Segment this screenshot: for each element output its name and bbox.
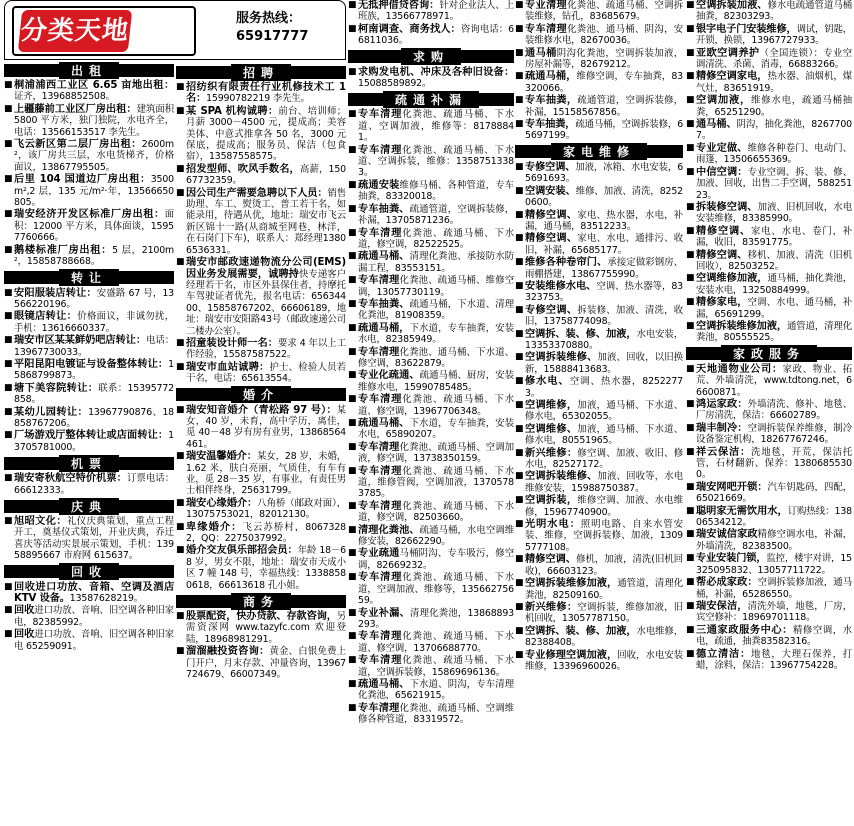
classified-ad: ■ 空调维修加液，通马桶，抽化粪池，安装水电，13250884999。: [686, 273, 852, 296]
classified-ad: ■ 瑞安心缘婚介：八角桥（邮政对面），13075753021，82012130。: [176, 498, 346, 521]
section-header-jiazheng: 家政服务: [686, 346, 852, 362]
classified-ad: ■ 招纺织有限责任行业机修技术工 1 名：15990782219 李先生。: [176, 82, 346, 105]
classified-ad: ■ 专修空调、加液，冰箱、水电安装，65691693。: [515, 162, 683, 185]
classified-ad: ■ 新兴维修：空调拆装，维修加液，旧机回收，13057787150。: [515, 602, 683, 625]
classified-ad: ■ 回收进口功放、音箱、空调及酒店 KTV 设备。13587628219。: [4, 582, 174, 605]
classified-ad: ■ 中信空调：专业空调、拆、装、修、加液、回收，出售二手空调，58825123。: [686, 167, 852, 201]
classified-ad: ■ 疏通安装维修马桶、各种管道，专车抽粪，83320018。: [348, 180, 514, 203]
classified-ad: ■ 空调拆装维修、加液、回收，以旧换新，15888413683。: [515, 352, 683, 375]
classified-ad: ■ 新兴维修：修空调、加液、收旧、修水电，82527172。: [515, 448, 683, 471]
classified-ad: ■ 疏通马桶，下水道，专车抽粪，安装水电，82385949。: [348, 323, 514, 346]
classified-ad: ■ 鸿运家政：外墙清洗、修补、地毯、厂房清洗，保洁：66602789。: [686, 399, 852, 422]
ad-list-plumbing: [348, 109, 514, 725]
classified-ad: ■ 疏通马桶、清理化粪池、承接防水防漏工程，83553151。: [348, 251, 514, 274]
classified-ad: ■ 空调拆装维修加液，通管道，清理化粪池，80555525。: [686, 321, 852, 344]
classified-ad: ■ 专车清理化粪池、疏通马桶、下水道、空调拆装，维修：13587513383。: [348, 145, 514, 179]
classified-ad: ■ 清理化粪池、疏通马桶，水电空调维修安装，82662290。: [348, 525, 514, 548]
section-header-zhaopin: 招聘: [176, 64, 346, 80]
classified-ad: ■ 某幼儿园转让：13967790876、18858767206。: [4, 407, 174, 430]
classified-ad: ■ 柯南调查、商务找人：咨询电话：66811036。: [348, 24, 514, 47]
classified-ad: ■ 瑞安经济开发区标准厂房出租：面积：12000 平方米，具体面谈，15957760666。: [4, 209, 174, 243]
classified-ad: ■ 修水电、空调、热水器，82522773。: [515, 376, 683, 399]
column-5: [686, 0, 852, 826]
classified-ad: ■ 瑞安诚信家政精修空调水电，补漏，外墙清洗，82383500。: [686, 529, 852, 552]
classified-ad: ■ 专车清理化粪池、疏通马桶、下水道、修空调，13706688770。: [348, 631, 514, 654]
classified-ad: ■ 瑞安市区某某鲜奶吧店转让：电话：13967730033。: [4, 335, 174, 358]
classified-ad: ■ 通马桶阴沟化粪池，空调拆装加液，房屋补漏等，82679212。: [515, 48, 683, 71]
classified-ad: ■ 瑞安网吧开锁：汽车钥匙码，四配，65021669。: [686, 482, 852, 505]
ad-list-business: [176, 611, 346, 680]
ad-list-loans: [348, 0, 514, 47]
classified-ad: ■ 瑞安保洁，清洗外墙，地毯，厂房，宾空修补：18969701118。: [686, 601, 852, 624]
section-header-qingdian: 庆典: [4, 498, 174, 514]
classified-ad: ■ 回收进口功放、音响、旧空调各种旧家电，82385992。: [4, 605, 174, 628]
section-header-jipiao: 机票: [4, 455, 174, 471]
classified-ad: ■ 因公司生产需要急聘以下人员：销售助理、车工、熨烫工、普工若干名，如能录用，待遇从优，地址：瑞安市飞云新区锦十一路(从商城至网巷，林洋，在石岗门下车)，联系人：郑经理13806536331。: [176, 188, 346, 256]
ad-list-appliance-repair: [515, 162, 683, 672]
classified-ad: ■ 空调维修、加液，通马桶、下水道、修水电，80551965。: [515, 424, 683, 447]
classified-ad: ■ 德立清洁：地毯，大理石保养，打蜡，涂料，保洁：13967754228。: [686, 649, 852, 672]
classified-ad: ■ 拆装修空调、加液、旧机回收，水电安装维修，83385990。: [686, 202, 852, 225]
classified-ad: ■ 瑞安温馨婚介：某女，28 岁，未婚，1.62 米，肤白亮丽，气质佳，有车有业，觅 28－35 岁，有事业，有责任男士相伴终身，25631799。: [176, 451, 346, 497]
classified-ad: ■ 专车清理化粪池、疏通马桶、下水道，空调加液、维修等，13566275659。: [348, 572, 514, 606]
classified-ad: ■ 空调拆装，维修空调、加液、水电维修，15967740900。: [515, 495, 683, 518]
classified-ad: ■ 平阳昆阳电镀证与设备整体转让：15868799873。: [4, 359, 174, 382]
classified-ad: ■ 专业安装门锁，监控，楼宇对讲，15325095832、13057711722。: [686, 553, 852, 576]
section-header-shangwu: 商务: [176, 593, 346, 609]
classified-ad: ■ 精修空调、修机，加液，清洗(旧机回收)，66603123。: [515, 554, 683, 577]
classified-ad: ■ 精修空调、家电、水电、通排污、收旧，补漏，65685177。: [515, 233, 683, 256]
classified-ad: ■ 光明水电：照明电路、自来水管安装、维修，空调拆装修、加液，13095777108。: [515, 519, 683, 553]
classified-ad: ■ 专业疏通马桶阴沟、专车吸污，修空调，82669232。: [348, 548, 514, 571]
masthead: [4, 0, 346, 60]
classified-ad: ■ 专车清理化粪池、疏通马桶、下水道、空调加液，维修等：81788841。: [348, 109, 514, 143]
classified-ad: ■ 卑缘婚介：飞云苏桥村，80673282，QQ：2275037992。: [176, 522, 346, 545]
classified-ad: ■ 专车清理化粪池、疏通马桶、下水道，维修管阀，空调加液，13705783785。: [348, 466, 514, 500]
classified-ad: ■ 空调拆、装、修、加液，水电安装，13353370880。: [515, 329, 683, 352]
classified-ad: ■ 帮必成家政：空调拆装修加液，通马桶，补漏，65286550。: [686, 577, 852, 600]
column-2: [176, 62, 346, 826]
classified-ad: ■ 旭昭文化：礼仪庆典策划，重点工程开工，奠基仪式策划，开业庆典，乔迁喜庆等活动实景展示策划，手机：13958895667 市府网 615637。: [4, 516, 174, 562]
classified-ad: ■ 专业定做、维修各种卷门、电动门、雨篷，13506655369。: [686, 143, 852, 166]
classified-ad: ■ 瑞安知音婚介（青松路 97 号）：某女，40 岁，未育，高中学历，离佳，觅 40－48 岁有房有业男，13868564461。: [176, 405, 346, 451]
classified-ad: ■ 招童装设计师一名：要求 4 年以上工作经验，15587587522。: [176, 338, 346, 361]
classified-ad: ■ 空调加液，维修水电，疏通马桶抽粪，65251290。: [686, 95, 852, 118]
classified-ad: ■ 股票配资，快办贷款、存款咨询，另需资深网 www.tazyfc.com 欢迎登陆，18968981291。: [176, 611, 346, 645]
classified-ad: ■ 空调拆装加液、修水电疏通管道马桶抽粪，82303293。: [686, 0, 852, 23]
classified-ad: ■ 疏通马桶、下水道，专车抽粪，安装水电，65890207。: [348, 418, 514, 441]
classified-ad: ■ 空调拆、装、修、加液，水电维修，82388408。: [515, 626, 683, 649]
classified-ad: ■ 无抵押借贷咨询：针对企业法人、上班族，13566778971。: [348, 0, 514, 23]
classified-ad: ■ 飞云新区第二层厂房出租：2600m²，该厂房共三层，水电货梯齐，价格面议，13867795505。: [4, 139, 174, 173]
classified-ad: ■ 疏通马桶，维修空调，专车抽粪，83320066。: [515, 71, 683, 94]
classified-ad: ■ 安阳服装店转让：安盛路 67 号，13566220196。: [4, 288, 174, 311]
classified-ad: ■ 专车清理化粪池、疏通马桶、维修空调，13057730119。: [348, 275, 514, 298]
classified-ad: ■ 招发型师、吹风手数名，高薪，15067732359。: [176, 164, 346, 187]
section-header-jiadian: 家电维修: [515, 144, 683, 160]
classified-ad: ■ 瑞安寄秋航空特价机票：订票电话：66612333。: [4, 473, 174, 496]
classified-ad: ■ 塘下美容院转让：联系：15395772858。: [4, 383, 174, 406]
classified-ad: ■ 专车抽粪、疏通管道，空调拆装修，补漏，13705871236。: [348, 204, 514, 227]
classified-ad: ■ 祥云保洁：洗地毯，开荒，保洁托管，石材翻新、保养：13806855300。: [686, 447, 852, 481]
classified-ad: ■ 聪明家无需饮用水，订购热线：13806534212。: [686, 506, 852, 529]
ad-list-transfer: [4, 288, 174, 454]
classified-ad: ■ 某 SPA 机构诚聘：前台、培训师；月薪 3000－4500 元，提成高；美容美体、中意式推拿各 50 名，3000 元保底，提成高；服务员、保洁（包食宿），13587558575。: [176, 106, 346, 163]
classified-ad: ■ 天地通物业公司：家政、物业、拓荒、外墙清洗，www.tdtong.net，66600871。: [686, 364, 852, 398]
classified-ad: ■ 专业修理空调加液，回收，水电安装维修，13396960026。: [515, 650, 683, 673]
section-header-zhuanrang: 转让: [4, 270, 174, 286]
classified-ad: ■ 专车清理化粪池、疏通马桶、下水道，空调拆装修，15869696136。: [348, 655, 514, 678]
classified-ad: ■ 专车抽粪、疏通马桶，下水道、清理化粪池，81908359。: [348, 299, 514, 322]
classified-ad: ■ 专业清理化粪池、疏通马桶、空调拆装维修，钻孔，83685679。: [515, 0, 683, 23]
classified-ad: ■ 维修各种卷帘门、承接定做彩钢房、雨棚搭建，13867755990。: [515, 257, 683, 280]
ad-list-rent: [4, 80, 174, 268]
classified-ad: ■ 空调拆装维修加液，通管道，清理化粪池，82509160。: [515, 578, 683, 601]
ad-list-appliance-repair-2: [686, 0, 852, 344]
section-header-huishou: 回收: [4, 564, 174, 580]
classified-ad: ■ 专车清理化粪池、疏通马桶、下水道、修空调，13967706348。: [348, 394, 514, 417]
section-header-chuzu: 出租: [4, 62, 174, 78]
classified-ad: ■ 专车清理化粪池、疏通马桶、空调维修各种管道，83319572。: [348, 703, 514, 726]
classified-ad: ■ 瑞丰制冷：空调拆装保养维修，制冷设备鉴定机构，18267767246。: [686, 423, 852, 446]
classified-ad: ■ 瑞安市血站诚聘：护士、检验人员若干名，电话：65613554。: [176, 362, 346, 385]
classified-ad: ■ 专车抽粪，疏通管道，空调拆装修，补漏，15158567856。: [515, 95, 683, 118]
classified-ad: ■ 精修空调、家电、水电、卷门，补漏，收旧，83591775。: [686, 226, 852, 249]
hotline: [236, 10, 308, 46]
ad-list-matchmaking: [176, 405, 346, 592]
classified-ad: ■ 上疆藤前工业区厂房出租：建筑面积 5800 平方米，独门独院，水电齐全，电话：13566153517 李先生。: [4, 104, 174, 138]
ad-list-recycle: [4, 582, 174, 652]
ad-list-plumbing-2: [515, 0, 683, 142]
masthead-title: 分类天地: [18, 10, 132, 52]
classified-ad: ■ 空调维修，加液，通马桶、下水道、修水电，65302055。: [515, 400, 683, 423]
classified-ad: ■ 瑞安市邮政速递物流分公司(EMS)因业务发展需要，诚聘持快专递客户经理若干名，市区外县保住者，持摩托车驾驶证者优先，报名电话：65634400、15858767202、66606189，地址：瑞安市安阳路43号（邮政速递公司二楼办公室）。: [176, 257, 346, 337]
classified-ad: ■ 专车清理化粪池、疏通马桶、下水道，修空调，82522525。: [348, 228, 514, 251]
classified-ad: ■ 鹅楼标准厂房出租：5 层，2100m²，15858788668。: [4, 245, 174, 268]
classified-ad: ■ 空调拆装维修、加液、回收等，水电维修安装，15988750387。: [515, 471, 683, 494]
section-header-hunjie: 婚介: [176, 387, 346, 403]
ad-list-wanted: [348, 67, 514, 90]
classified-ad: ■ 空调安装、维修、加液、清洗，82520600。: [515, 186, 683, 209]
hotline-number: 65917777: [236, 29, 309, 44]
ad-list-celebration: [4, 516, 174, 562]
classified-ad: ■ 专车清理化粪池、疏通马桶、空调加液，修空调，13738350159。: [348, 442, 514, 465]
classified-ad: ■ 精修家电，空调、水电、通马桶，补漏，65691299。: [686, 297, 852, 320]
classified-ad: ■ 通马桶、阴沟，抽化粪池，82677007。: [686, 119, 852, 142]
classified-ad: ■ 精修空调家电，热水器、油烟机，煤气灶，83651919。: [686, 71, 852, 94]
section-header-qiugou: 求购: [348, 49, 514, 65]
ad-list-housekeeping: [686, 364, 852, 672]
classified-ad: ■ 婚介交友俱乐部招会员：年龄 18－68 岁，男女不限，地址：瑞安市天成小区 7 幢 148 号，幸福热线：13388580618，66613618 孔小姐。: [176, 545, 346, 591]
classified-ad: ■ 专车清理化粪池、通马桶、阴沟，安装维修水电，82670036。: [515, 24, 683, 47]
column-3: [348, 0, 514, 826]
classified-ad: ■ 专车抽粪，疏通马桶，空调拆装修，65697199。: [515, 119, 683, 142]
ad-list-hiring: [176, 82, 346, 385]
classified-ad: ■ 银字电子门安装维修，调试，钥匙，开锁，换锁，13967727933。: [686, 24, 852, 47]
classified-ad: ■ 疏通马桶、下水道、阴沟，专车清理化粪池，65621915。: [348, 679, 514, 702]
classified-ad: ■ 三通家政服务中心：精修空调，水电，疏通，抽粪83582316。: [686, 625, 852, 648]
ad-list-tickets: [4, 473, 174, 496]
classified-ad: ■ 桐浦浦西工业区 6.65 亩地出租：证齐，13968852508。: [4, 80, 174, 103]
classified-ad: ■ 安装维修水电、空调、热水器等，83323753。: [515, 281, 683, 304]
classified-ad: ■ 专业补漏、清理化粪池，13868893293。: [348, 608, 514, 631]
column-4: [515, 0, 683, 826]
classified-ad: ■ 专车清理化粪池、通马桶、下水道、修空调，83622879。: [348, 347, 514, 370]
classified-ad: ■ 专车清理化粪池、疏通马桶、下水道，修空调，82503660。: [348, 501, 514, 524]
classified-ad: ■ 精修空调、移机、加液、清洗（旧机回收），82503252。: [686, 250, 852, 273]
section-header-shutong: 疏通补漏: [348, 91, 514, 107]
classified-ad: ■ 求购发电机、冲床及各种旧设备：15088589892。: [348, 67, 514, 90]
classified-ad: ■ 后里 104 国道边厂房出租：3500m²,2 层，135 元/m²·年，13566650805。: [4, 174, 174, 208]
classified-ad: ■ 溜溜融投资咨询：黄金、白银免费上门开户，月末存款、冲量咨询，13967724679、66007349。: [176, 646, 346, 680]
classified-ad: ■ 回收进口功放、音响、旧空调各种旧家电 65259091。: [4, 629, 174, 652]
classified-ad: ■ 眼镜店转让：价格面议，非诚勿扰，手机：13616660337。: [4, 311, 174, 334]
classified-ad: ■ 专修空调、拆装修、加液、清洗，收旧，13758774098。: [515, 305, 683, 328]
hotline-label: 服务热线：: [236, 11, 302, 26]
classified-ad: ■ 专业化疏通、疏通马桶、厨房，安装维修水电，15990785485。: [348, 370, 514, 393]
classified-ad: ■ 厂场游戏厅整体转让或店面转让：13705781000。: [4, 430, 174, 453]
classified-ad: ■ 亚欧空调养护（全国连锁）：专业空调清洗、杀菌、消毒，66883266。: [686, 48, 852, 71]
classified-ad: ■ 精修空调、家电、热水器，水电，补漏，通马桶，83512233。: [515, 210, 683, 233]
